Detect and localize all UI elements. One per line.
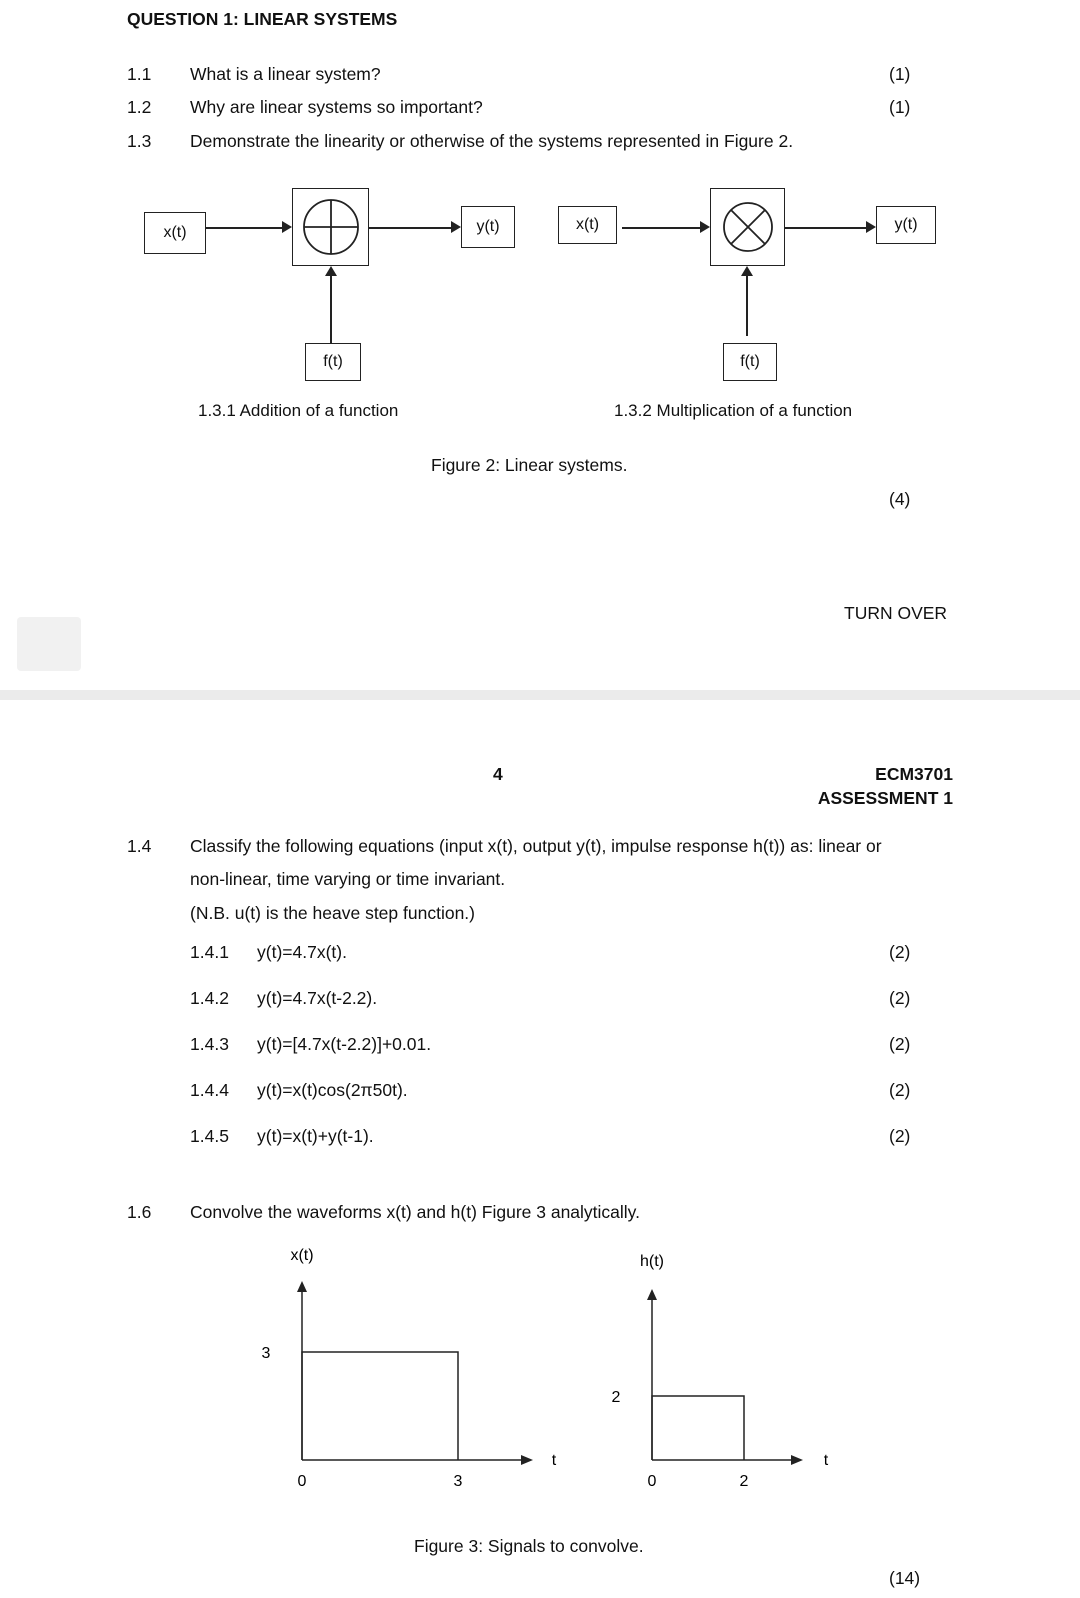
figure2-marks: (4) — [889, 489, 911, 509]
xt-ytick-label: 3 — [261, 1345, 271, 1362]
sub-number: 1.4.5 — [190, 1126, 229, 1146]
item-number: 1.6 — [127, 1202, 152, 1222]
item-number: 1.1 — [127, 64, 152, 84]
q14-line1: Classify the following equations (input x(t), output y(t), impulse response h(t)) as: linear or — [190, 836, 882, 856]
ht-xlabel: t — [823, 1452, 829, 1469]
mult-output-line — [785, 227, 867, 229]
q16-marks: (14) — [889, 1568, 921, 1588]
mult-output-box: y(t) — [876, 206, 936, 244]
sub-marks: (2) — [889, 1034, 911, 1054]
course-code: ECM3701 — [875, 764, 953, 784]
q14-note: (N.B. u(t) is the heave step function.) — [190, 903, 475, 923]
question-title: QUESTION 1: LINEAR SYSTEMS — [127, 9, 398, 29]
sub-marks: (2) — [889, 988, 911, 1008]
item-text: Why are linear systems so important? — [190, 97, 483, 117]
figure3-caption: Figure 3: Signals to convolve. — [414, 1536, 644, 1556]
item-number: 1.2 — [127, 97, 152, 117]
item-marks: (1) — [889, 64, 911, 84]
mult-input-line — [622, 227, 702, 229]
add-output-line — [369, 227, 455, 229]
sub-marks: (2) — [889, 942, 911, 962]
item-text: Demonstrate the linearity or otherwise of the systems represented in Figure 2. — [190, 131, 794, 151]
ht-xtick-label: 2 — [739, 1473, 749, 1490]
item-marks: (1) — [889, 97, 911, 117]
arrow-up-icon — [647, 1289, 657, 1300]
item-text: What is a linear system? — [190, 64, 381, 84]
equation: y(t)=x(t)cos(2π50t). — [257, 1080, 408, 1100]
item-number: 1.3 — [127, 131, 152, 151]
xt-title: x(t) — [290, 1247, 314, 1264]
turn-over-label: TURN OVER — [844, 603, 948, 623]
mult-input-box: x(t) — [558, 206, 617, 244]
add-caption: 1.3.1 Addition of a function — [198, 401, 399, 420]
multiplier-block — [710, 188, 785, 266]
sub-number: 1.4.3 — [190, 1034, 229, 1054]
adder-plus-icon — [301, 197, 361, 257]
mult-func-line — [746, 276, 748, 336]
ht-waveform — [652, 1396, 744, 1460]
sub-marks: (2) — [889, 1126, 911, 1146]
sub-number: 1.4.1 — [190, 942, 229, 962]
add-func-line — [330, 276, 332, 343]
add-func-box: f(t) — [305, 343, 361, 381]
xt-waveform — [302, 1352, 458, 1460]
page-divider — [0, 690, 1080, 700]
item-number: 1.4 — [127, 836, 152, 856]
ht-ytick-label: 2 — [611, 1389, 621, 1406]
arrow-right-icon — [700, 221, 710, 233]
q16-text: Convolve the waveforms x(t) and h(t) Figure 3 analytically. — [190, 1202, 640, 1222]
ht-xtick-label: 0 — [647, 1473, 657, 1490]
equation: y(t)=4.7x(t). — [257, 942, 347, 962]
q14-line2: non-linear, time varying or time invariant. — [190, 869, 506, 889]
xt-xlabel: t — [551, 1452, 557, 1469]
sub-number: 1.4.4 — [190, 1080, 229, 1100]
arrow-up-icon — [741, 266, 753, 276]
assessment-label: ASSESSMENT 1 — [817, 788, 953, 808]
arrow-right-icon — [791, 1455, 803, 1465]
arrow-up-icon — [297, 1281, 307, 1292]
adder-block — [292, 188, 369, 266]
sub-number: 1.4.2 — [190, 988, 229, 1008]
mult-func-box: f(t) — [723, 343, 777, 381]
ht-chart — [590, 1240, 890, 1510]
arrow-right-icon — [521, 1455, 533, 1465]
xt-chart — [240, 1240, 580, 1510]
arrow-right-icon — [282, 221, 292, 233]
equation: y(t)=4.7x(t-2.2). — [257, 988, 378, 1008]
multiplier-cross-icon — [721, 200, 775, 254]
xt-xtick-label: 0 — [297, 1473, 307, 1490]
arrow-up-icon — [325, 266, 337, 276]
figure2-caption: Figure 2: Linear systems. — [431, 455, 628, 475]
add-input-box: x(t) — [144, 212, 206, 254]
overlay-button[interactable] — [17, 617, 81, 671]
ht-title: h(t) — [640, 1253, 664, 1270]
arrow-right-icon — [451, 221, 461, 233]
equation: y(t)=x(t)+y(t-1). — [257, 1126, 374, 1146]
page-number: 4 — [493, 764, 503, 784]
arrow-right-icon — [866, 221, 876, 233]
add-input-line — [206, 227, 286, 229]
sub-marks: (2) — [889, 1080, 911, 1100]
xt-xtick-label: 3 — [453, 1473, 463, 1490]
add-output-box: y(t) — [461, 206, 515, 248]
mult-caption: 1.3.2 Multiplication of a function — [614, 401, 853, 420]
equation: y(t)=[4.7x(t-2.2)]+0.01. — [257, 1034, 432, 1054]
